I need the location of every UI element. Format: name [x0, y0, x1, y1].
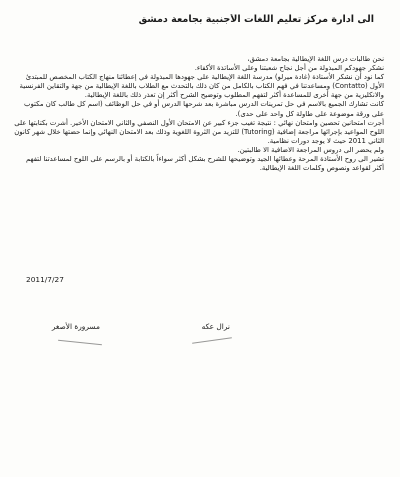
paragraph-5: أجرت امتحانين تحصين وامتحان نهائي : نتيجة تغيب جزء كبير عن الامتحان الأول النصفي والثاني الامتحان الأخير. أشرت بكتابتها على اللوح المواعيد بإجرائها مراجعة إضافية (Tutoring) للتزيد من الثروة اللغوية وذلك بعد الامتحان النهائي وإنما حضتها خلال شهر كانون الثاني 2011 حيث لا يوجد دورات نظامية. — [14, 118, 384, 145]
letter-body — [14, 55, 384, 173]
paragraph-1: نحن طالبات درس اللغة الإيطالية بجامعة دمشق، — [247, 55, 384, 63]
signature-1: نرال عكه — [201, 322, 230, 331]
paragraph-2: نشكر جهودكم المبذولة من أجل نجاح شعبتنا وعلى الأساتذة الأكفاء. — [194, 64, 384, 73]
letter-date: 2011/7/27 — [26, 275, 64, 284]
paragraph-3: كما نود أن نشكر الأستاذة (غادة ميرلو) مدرسة اللغة الإيطالية على جهودها المبذولة في إعطائنا منهاج الكتاب المخصص للمبتدئ الأول (Contatto) ومساعدتنا في فهم الكتاب بالكامل من كان ذلك بالتحدث مع الطلاب باللغة الإيطالية من جهة والتقاين الفرنسية والانكليزية من جهة أخرى للمساعدة أكثر لتفهم المطلوب وتوضيح الشرح أكثر إن تعذر ذلك باللغة الإيطالية. — [19, 73, 384, 100]
paragraph-6: ولم يحضر الى دروس المراجعة الاضافية الا طالبتين. — [237, 145, 384, 154]
letter-title: الى ادارة مركز تعليم اللغات الأجنبية بجامعة دمشق — [138, 14, 374, 25]
paragraph-7: نشير الى روح الأستاذة المرحة وعطائها الجيد وتوضيحها للشرح بشكل أكثر سواءاً بالكتابة أو بالرسم على اللوح لمساعدتنا لتفهم أكثر لقواعد ونصوص وكلمات اللغة الإيطالية. — [25, 155, 384, 173]
paragraph-4: كانت تشارك الجميع بالاسم في حل تمرينات الدرس مباشرة بعد شرحها الدرس أو في حل الوظائف (اسم كل طالب كان مكتوب على ورقة موضوعة على طاولة كل واحد على حدى). — [23, 100, 384, 118]
signature-2: مسرورة الأصغر — [51, 322, 100, 331]
